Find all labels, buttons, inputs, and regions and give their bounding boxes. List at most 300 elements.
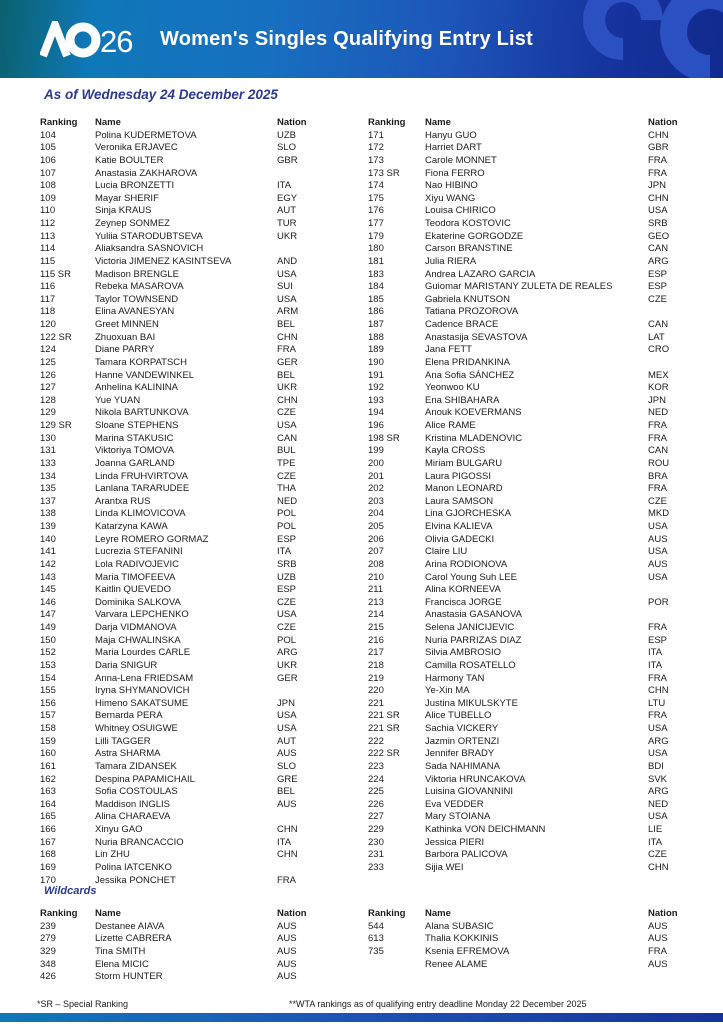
entry-row (40, 824, 335, 837)
entry-ranking: 113 (40, 230, 56, 242)
entry-ranking: 117 (40, 293, 56, 305)
entry-row (40, 921, 335, 934)
entry-nation: CHN (277, 849, 298, 861)
entry-nation: THA (277, 483, 296, 495)
entry-ranking: 157 (40, 710, 56, 722)
entry-name: Nuria PARRIZAS DIAZ (425, 634, 522, 646)
entry-row (40, 959, 335, 972)
entry-ranking: 200 (368, 457, 384, 469)
entry-ranking: 219 (368, 672, 384, 684)
entry-nation: ITA (648, 659, 663, 671)
entry-nation: USA (648, 571, 668, 583)
entry-name: Greet MINNEN (95, 319, 159, 330)
entry-name: Julia RIERA (425, 255, 477, 267)
entry-nation: CHN (648, 129, 669, 141)
entry-name: Tamara ZIDANSEK (95, 760, 177, 772)
entry-name: Madison BRENGLE (95, 268, 179, 280)
entry-ranking: 179 (368, 230, 384, 242)
entry-row (40, 382, 335, 395)
entry-name: Lola RADIVOJEVIC (95, 558, 179, 570)
entry-nation: ITA (277, 180, 292, 192)
entry-row (368, 761, 698, 774)
entry-ranking: 175 (368, 192, 384, 204)
entry-row (368, 269, 698, 282)
entry-nation: GBR (648, 142, 669, 154)
entry-ranking: 202 (368, 483, 384, 495)
entry-name: Jennifer BRADY (425, 748, 495, 760)
entry-row (368, 609, 698, 622)
entry-nation: CHN (277, 824, 298, 835)
entry-ranking: 229 (368, 824, 384, 835)
entry-ranking: 127 (40, 382, 56, 394)
entry-row (40, 521, 335, 534)
entry-row (40, 837, 335, 850)
entry-row (368, 344, 698, 357)
entry-nation: UKR (277, 382, 298, 394)
entry-ranking: 159 (40, 735, 56, 747)
entry-row (40, 231, 335, 244)
entry-ranking: 107 (40, 167, 56, 179)
entry-ranking: 122 SR (40, 331, 72, 343)
entry-name: Elina AVANESYAN (95, 306, 175, 318)
entry-row (368, 559, 698, 572)
entry-row (368, 332, 698, 345)
entry-name: Destanee AIAVA (95, 920, 165, 932)
ao-logo-icon (40, 21, 136, 59)
entry-name: Jessika PONCHET (95, 874, 176, 886)
entry-nation: BEL (277, 369, 295, 381)
entry-ranking: 188 (368, 331, 384, 343)
entry-nation (648, 357, 698, 370)
entry-row (368, 521, 698, 534)
entry-name: Cadence BRACE (425, 319, 499, 330)
entry-row (368, 597, 698, 610)
entry-ranking: 140 (40, 533, 56, 545)
entry-row (368, 946, 698, 959)
entry-row (40, 761, 335, 774)
entry-name: Maria TIMOFEEVA (95, 571, 176, 583)
entry-nation: CAN (648, 319, 669, 330)
entry-ranking: 173 (368, 154, 384, 166)
entry-row (368, 660, 698, 673)
entry-ranking: 164 (40, 798, 56, 810)
entry-rows (40, 921, 335, 984)
entry-name: Tatiana PROZOROVA (425, 306, 519, 318)
entry-row (368, 933, 698, 946)
entry-nation: FRA (648, 710, 667, 722)
entry-nation: AUS (277, 958, 297, 970)
entry-nation: GRE (277, 773, 298, 785)
entry-nation: NED (277, 495, 298, 507)
entry-ranking: 143 (40, 571, 56, 583)
entry-row (40, 155, 335, 168)
entry-name: Anouk KOEVERMANS (425, 407, 522, 419)
entry-name: Veronika ERJAVEC (95, 142, 178, 154)
entry-nation: CAN (648, 445, 669, 457)
entry-ranking: 231 (368, 849, 384, 861)
entry-name: Carson BRANSTINE (425, 243, 513, 255)
entry-name: Tamara KORPATSCH (95, 356, 188, 368)
entry-name: Nao HIBINO (425, 180, 478, 192)
entry-row (40, 748, 335, 761)
entry-ranking: 105 (40, 142, 56, 154)
entry-row (40, 774, 335, 787)
entry-ranking: 217 (368, 647, 384, 659)
entry-name: Olivia GADECKI (425, 533, 495, 545)
entry-name: Iryna SHYMANOVICH (95, 685, 190, 697)
entry-name: Darja VIDMANOVA (95, 622, 177, 633)
entry-nation: CAN (648, 243, 669, 255)
entry-ranking: 222 SR (368, 748, 400, 760)
entry-ranking: 184 (368, 281, 384, 293)
entry-row (40, 546, 335, 559)
entry-nation (277, 243, 335, 256)
entry-nation: JPN (648, 394, 666, 406)
entry-row (40, 597, 335, 610)
entry-nation: ARM (277, 306, 299, 318)
entry-ranking: 137 (40, 495, 56, 507)
entry-ranking: 176 (368, 205, 384, 217)
entry-row (368, 407, 698, 420)
entry-row (368, 584, 698, 597)
entry-row (40, 710, 335, 723)
name-column-header: Name (425, 117, 451, 128)
entry-row (40, 660, 335, 673)
entry-name: Lucrezia STEFANINI (95, 546, 183, 558)
entry-name: Linda FRUHVIRTOVA (95, 470, 188, 482)
entry-name: Yue YUAN (95, 394, 141, 406)
entry-row (40, 395, 335, 408)
entry-nation (648, 609, 698, 622)
entry-row (40, 256, 335, 269)
entry-ranking: 213 (368, 596, 384, 608)
entry-row (368, 218, 698, 231)
entry-rows (40, 130, 335, 888)
entry-ranking (368, 959, 425, 972)
entry-nation: GEO (648, 230, 670, 242)
entry-nation: KOR (648, 382, 669, 394)
entry-name: Elena PRIDANKINA (425, 356, 511, 368)
entry-name: Zhuoxuan BAI (95, 331, 156, 343)
entry-ranking: 130 (40, 432, 56, 444)
entry-ranking: 146 (40, 596, 56, 608)
entry-row (368, 496, 698, 509)
entry-name: Alice TUBELLO (425, 710, 492, 722)
entry-nation: USA (277, 293, 297, 305)
entry-ranking: 187 (368, 319, 384, 330)
entry-ranking: 198 SR (368, 432, 400, 444)
entry-name: Linda KLIMOVICOVA (95, 508, 186, 520)
entry-ranking: 201 (368, 470, 384, 482)
entry-name: Anastasia GASANOVA (425, 609, 522, 621)
entry-row (368, 837, 698, 850)
ranking-column-header: Ranking (368, 908, 406, 919)
entry-nation: USA (648, 205, 668, 217)
entry-table-left (40, 117, 335, 887)
entry-name: Lanlana TARARUDEE (95, 483, 190, 495)
entry-name: Taylor TOWNSEND (95, 293, 179, 305)
entry-ranking: 171 (368, 129, 384, 141)
entry-name: Anastasia ZAKHAROVA (95, 167, 198, 179)
entry-row (40, 483, 335, 496)
entry-ranking: 156 (40, 697, 56, 709)
entry-ranking: 221 SR (368, 710, 400, 722)
entry-row (368, 824, 698, 837)
entry-ranking: 173 SR (368, 167, 400, 179)
entry-nation: GBR (277, 154, 298, 166)
entry-nation (277, 685, 335, 698)
entry-row (40, 180, 335, 193)
entry-ranking: 226 (368, 798, 384, 810)
entry-nation: ARG (648, 255, 669, 267)
entry-row (368, 774, 698, 787)
entry-name: Leyre ROMERO GORMAZ (95, 533, 209, 545)
entry-ranking: 214 (368, 609, 384, 621)
entry-ranking: 158 (40, 723, 56, 734)
entry-row (40, 205, 335, 218)
entry-name: Xiyu WANG (425, 192, 476, 204)
entry-name: Sinja KRAUS (95, 205, 152, 217)
entry-nation: AUT (277, 735, 296, 747)
entry-nation: MKD (648, 508, 670, 520)
entry-row (40, 168, 335, 181)
entry-ranking: 183 (368, 268, 384, 280)
as-of-date: As of Wednesday 24 December 2025 (44, 87, 278, 102)
footer-bar (0, 1013, 723, 1022)
entry-name: Hanyu GUO (425, 129, 477, 141)
entry-row (368, 723, 698, 736)
entry-row (40, 142, 335, 155)
entry-nation: ARG (648, 735, 669, 747)
entry-name: Sofia COSTOULAS (95, 786, 178, 798)
entry-row (368, 748, 698, 761)
entry-ranking: 205 (368, 521, 384, 532)
entry-nation: ESP (277, 584, 297, 596)
entry-name: Joanna GARLAND (95, 457, 175, 469)
name-column-header: Name (425, 908, 451, 919)
entry-row (368, 786, 698, 799)
entry-name: Selena JANICIJEVIC (425, 622, 515, 633)
entry-row (40, 946, 335, 959)
entry-ranking: 110 (40, 205, 56, 217)
entry-nation: USA (277, 420, 297, 431)
entry-row (40, 849, 335, 862)
entry-ranking: 118 (40, 306, 56, 318)
entry-nation: JPN (648, 180, 666, 192)
entry-ranking: 169 (40, 861, 56, 873)
entry-row (368, 849, 698, 862)
entry-ranking: 185 (368, 293, 384, 305)
entry-name: Lin ZHU (95, 849, 130, 861)
entry-row (368, 168, 698, 181)
entry-row (40, 622, 335, 635)
entry-row (40, 420, 335, 433)
entry-nation: AUS (277, 945, 297, 957)
entry-row (40, 218, 335, 231)
entry-name: Ekaterine GORGODZE (425, 230, 524, 242)
entry-ranking: 166 (40, 824, 56, 835)
entry-nation: ESP (648, 268, 668, 280)
entry-row (40, 534, 335, 547)
entry-nation: SLO (277, 760, 297, 772)
entry-ranking: 172 (368, 142, 384, 154)
entry-name: Lilli TAGGER (95, 735, 151, 747)
entry-ranking: 233 (368, 861, 384, 873)
nation-column-header: Nation (648, 117, 678, 128)
entry-name: Arantxa RUS (95, 495, 151, 507)
entry-ranking: 160 (40, 748, 56, 760)
entry-nation: ITA (648, 836, 663, 848)
entry-row (368, 921, 698, 934)
entry-nation: FRA (277, 874, 296, 886)
entry-ranking: 162 (40, 773, 56, 785)
entry-nation: CZE (277, 622, 296, 633)
entry-ranking: 115 SR (40, 268, 71, 280)
entry-name: Sada NAHIMANA (425, 760, 500, 772)
wildcards-table-left (40, 908, 335, 984)
entry-nation: EGY (277, 192, 298, 204)
entry-ranking: 199 (368, 445, 384, 457)
entry-ranking: 165 (40, 811, 56, 823)
entry-name: Sijia WEI (425, 861, 464, 873)
entry-name: Alina CHARAEVA (95, 811, 171, 823)
entry-ranking: 208 (368, 558, 384, 570)
entry-nation: FRA (648, 945, 667, 957)
nation-column-header: Nation (277, 908, 307, 919)
entry-row (368, 395, 698, 408)
entry-name: Dominika SALKOVA (95, 596, 181, 608)
entry-row (40, 584, 335, 597)
entry-ranking: 191 (368, 369, 384, 381)
entry-row (40, 508, 335, 521)
entry-nation: AUS (648, 958, 668, 970)
entry-name: Eva VEDDER (425, 798, 484, 810)
entry-name: Arina RODIONOVA (425, 558, 508, 570)
entry-row (368, 736, 698, 749)
entry-ranking: 116 (40, 281, 56, 293)
entry-nation: TUR (277, 218, 297, 229)
entry-row (368, 193, 698, 206)
entry-ranking: 329 (40, 945, 56, 957)
ranking-column-header: Ranking (368, 117, 406, 128)
entry-name: Victoria JIMENEZ KASINTSEVA (95, 255, 232, 267)
entry-row (368, 471, 698, 484)
entry-row (40, 458, 335, 471)
entry-ranking: 186 (368, 306, 384, 318)
entry-name: Harriet DART (425, 142, 482, 154)
entry-nation: ITA (277, 836, 292, 848)
table-header-row (40, 908, 335, 921)
entry-row (40, 370, 335, 383)
entry-row (368, 673, 698, 686)
entry-nation: LTU (648, 697, 666, 709)
entry-nation: CHN (277, 394, 298, 406)
entry-nation: FRA (648, 483, 667, 495)
entry-name: Anastasija SEVASTOVA (425, 331, 528, 343)
entry-ranking: 196 (368, 420, 384, 431)
entry-rows (368, 130, 698, 875)
entry-ranking: 112 (40, 218, 56, 229)
entry-ranking: 128 (40, 394, 56, 406)
entry-name: Xinyu GAO (95, 824, 143, 835)
entry-nation: CZE (277, 470, 296, 482)
entry-nation: AUS (277, 971, 297, 983)
entry-nation: CRO (648, 344, 670, 356)
entry-ranking: 161 (40, 760, 56, 772)
entry-ranking: 104 (40, 129, 56, 141)
entry-name: Yuliia STARODUBTSEVA (95, 230, 203, 242)
entry-row (40, 609, 335, 622)
entry-name: Maria Lourdes CARLE (95, 647, 191, 659)
entry-ranking: 135 (40, 483, 56, 495)
entry-nation: AUS (648, 933, 668, 945)
entry-nation (648, 584, 698, 597)
entry-name: Anhelina KALININA (95, 382, 178, 394)
entry-ranking: 106 (40, 154, 56, 166)
entry-name: Katie BOULTER (95, 154, 164, 166)
entry-name: Despina PAPAMICHAIL (95, 773, 195, 785)
entry-ranking: 152 (40, 647, 56, 659)
entry-row (40, 306, 335, 319)
entry-row (368, 180, 698, 193)
entry-ranking: 193 (368, 394, 384, 406)
entry-row (368, 508, 698, 521)
entry-ranking: 223 (368, 760, 384, 772)
entry-nation: BDI (648, 760, 664, 772)
entry-nation: AND (277, 255, 298, 267)
entry-nation: UKR (277, 659, 298, 671)
entry-ranking: 230 (368, 836, 384, 848)
entry-nation: CZE (648, 495, 667, 507)
entry-nation: AUS (277, 920, 297, 932)
entry-nation: USA (277, 609, 297, 621)
entry-name: Hanne VANDEWINKEL (95, 369, 195, 381)
entry-name: Bernarda PERA (95, 710, 163, 722)
entry-name: Renee ALAME (425, 958, 488, 970)
entry-ranking: 145 (40, 584, 56, 596)
entry-row (40, 445, 335, 458)
entry-name: Jessica PIERI (425, 836, 485, 848)
entry-nation: POR (648, 596, 669, 608)
entry-ranking: 279 (40, 933, 56, 945)
entry-name: Gabriela KNUTSON (425, 293, 510, 305)
entry-row (368, 243, 698, 256)
entry-nation: ARG (277, 647, 298, 659)
entry-row (40, 736, 335, 749)
entry-ranking: 613 (368, 933, 384, 945)
entry-ranking: 544 (368, 920, 384, 932)
entry-ranking: 168 (40, 849, 56, 861)
entry-nation: BUL (277, 445, 296, 457)
name-column-header: Name (95, 908, 121, 919)
entry-nation: USA (648, 811, 668, 823)
entry-nation: AUS (648, 533, 668, 545)
entry-nation: SRB (277, 558, 297, 570)
entry-row (368, 572, 698, 585)
entry-row (368, 433, 698, 446)
entry-nation: ROU (648, 457, 670, 469)
entry-nation: SVK (648, 773, 668, 785)
entry-name: Guiomar MARISTANY ZULETA DE REALES (425, 281, 613, 293)
entry-row (40, 685, 335, 698)
entry-row (40, 281, 335, 294)
entry-row (368, 635, 698, 648)
entry-name: Alice RAME (425, 420, 476, 431)
entry-name: Daria SNIGUR (95, 659, 158, 671)
entry-ranking: 192 (368, 382, 384, 394)
entry-ranking: 203 (368, 495, 384, 507)
entry-name: Manon LEONARD (425, 483, 503, 495)
